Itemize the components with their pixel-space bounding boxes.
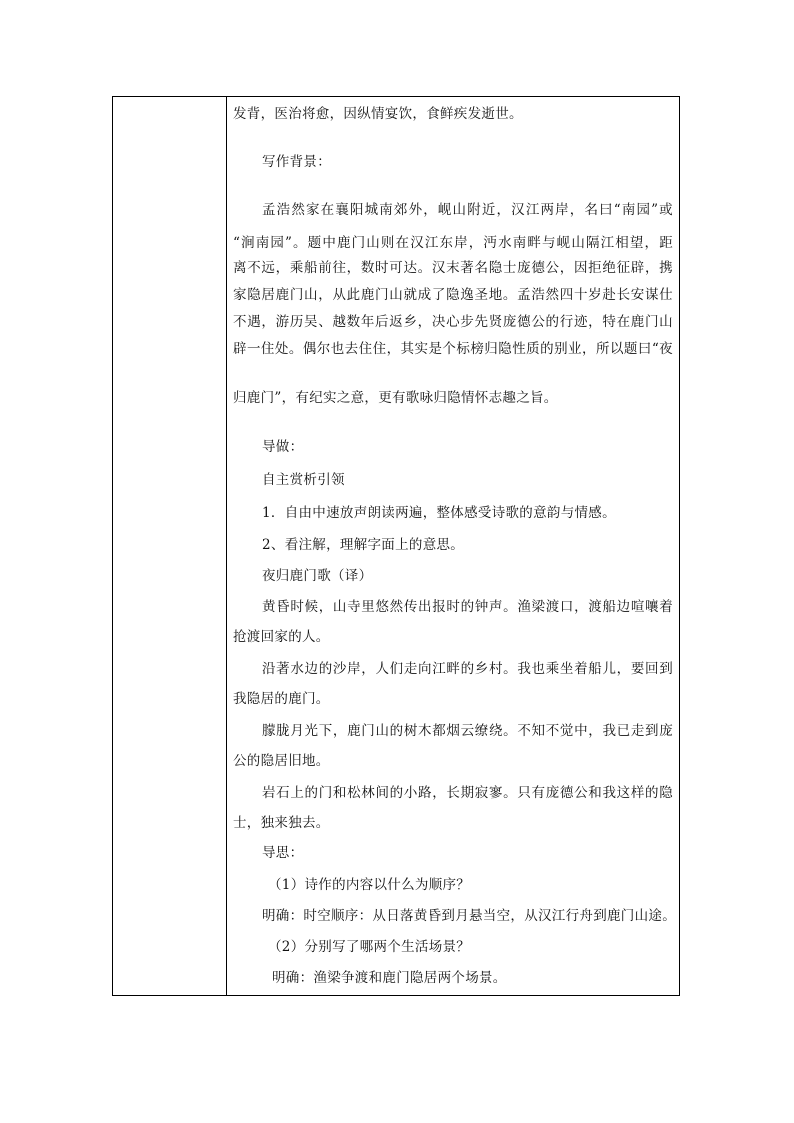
text-line: 归鹿门”，有纪实之意，更有歌咏归隐情怀志趣之旨。 [233, 390, 558, 406]
text-line: 我隐居的鹿门。 [233, 691, 330, 707]
section-heading: 写作背景： [262, 154, 331, 170]
section-heading: 导思： [262, 845, 304, 861]
table-left-cell [113, 97, 227, 995]
text-line: 不遇，游历吴、越数年后返乡，决心步先贤庞德公的行迹，特在鹿门山 [233, 314, 673, 330]
text-line: 1．自由中速放声朗读两遍，整体感受诗歌的意韵与情感。 [262, 505, 616, 521]
text-line: 家隐居鹿门山，从此鹿门山就成了隐逸圣地。孟浩然四十岁赴长安谋仕 [233, 287, 673, 303]
text-line: 孟浩然家在襄阳城南郊外，岘山附近，汉江两岸，名曰“南园”或 [262, 202, 673, 218]
section-heading: 导做： [262, 439, 304, 455]
document-table [112, 96, 680, 996]
table-content-cell [227, 97, 679, 995]
text-line: 辟一住处。偶尔也去住住，其实是个标榜归隐性质的别业，所以题曰“夜 [233, 341, 673, 357]
text-line: “涧南园”。题中鹿门山则在汉江东岸，沔水南畔与岘山隔江相望，距 [233, 235, 673, 251]
answer-line: 明确：时空顺序：从日落黄昏到月悬当空，从汉江行舟到鹿门山途。 [262, 908, 676, 924]
text-line: 离不远，乘船前往，数时可达。汉末著名隐士庞德公，因拒绝征辟，携 [233, 260, 673, 276]
question-line: （2）分别写了哪两个生活场景？ [268, 939, 471, 955]
text-line: 朦胧月光下，鹿门山的树木都烟云缭绕。不知不觉中，我已走到庞 [262, 723, 673, 739]
answer-line: 明确：渔梁争渡和鹿门隐居两个场景。 [272, 970, 507, 986]
text-line: 岩石上的门和松林间的小路，长期寂寥。只有庞德公和我这样的隐 [262, 785, 673, 801]
text-line: 2、看注解，理解字面上的意思。 [262, 537, 465, 553]
text-line: 黄昏时候，山寺里悠然传出报时的钟声。渔梁渡口，渡船边喧嚷着 [262, 599, 673, 615]
text-line: 发背，医治将愈，因纵情宴饮，食鲜疾发逝世。 [233, 106, 523, 122]
text-line: 抢渡回家的人。 [233, 629, 330, 645]
text-line: 沿著水边的沙岸，人们走向江畔的乡村。我也乘坐着船儿，要回到 [262, 661, 673, 677]
text-line: 士，独来独去。 [233, 815, 330, 831]
section-heading: 自主赏析引领 [262, 472, 345, 488]
section-heading: 夜归鹿门歌（译） [262, 568, 373, 584]
question-line: （1）诗作的内容以什么为顺序？ [268, 877, 471, 893]
text-line: 公的隐居旧地。 [233, 753, 330, 769]
